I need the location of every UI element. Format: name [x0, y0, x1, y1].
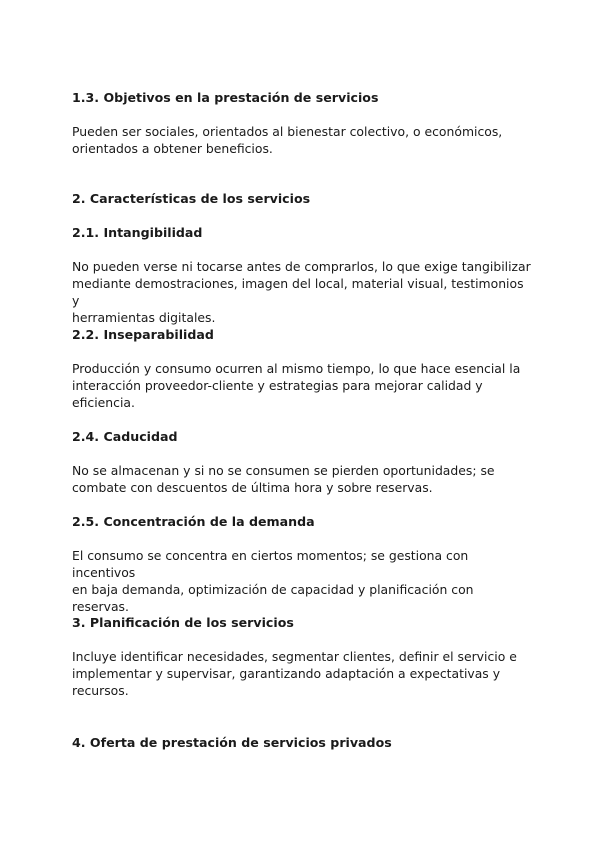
section-body-caducidad: No se almacenan y si no se consumen se pierden oportunidades; se combate con descuentos de última hora y sobre reservas.: [72, 463, 495, 495]
section-body-inseparabilidad: Producción y consumo ocurren al mismo tiempo, lo que hace esencial la interacción proveedor-cliente y estrategias para mejorar calidad y eficiencia.: [72, 361, 521, 410]
section-body-objetivos: Pueden ser sociales, orientados al bienestar colectivo, o económicos, orientados a obtener beneficios.: [72, 124, 503, 156]
section-heading-objetivos: 1.3. Objetivos en la prestación de servicios: [72, 90, 379, 105]
section-heading-inseparabilidad: 2.2. Inseparabilidad: [72, 327, 214, 342]
section-heading-caducidad: 2.4. Caducidad: [72, 429, 178, 444]
section-heading-oferta: 4. Oferta de prestación de servicios privados: [72, 735, 392, 750]
section-body-intangibilidad: No pueden verse ni tocarse antes de comprarlos, lo que exige tangibilizar mediante demostraciones, imagen del local, material visual, testimonios y herramientas digitales.: [72, 259, 531, 325]
section-body-concentracion: El consumo se concentra en ciertos momentos; se gestiona con incentivos en baja demanda, optimización de capacidad y planificación con reservas.: [72, 548, 474, 614]
section-body-planificacion: Incluye identificar necesidades, segmentar clientes, definir el servicio e implementar y supervisar, garantizando adaptación a expectativas y recursos.: [72, 649, 517, 698]
section-heading-intangibilidad: 2.1. Intangibilidad: [72, 225, 203, 240]
section-heading-caracteristicas: 2. Características de los servicios: [72, 191, 311, 206]
section-heading-planificacion: 3. Planificación de los servicios: [72, 615, 294, 630]
section-heading-concentracion: 2.5. Concentración de la demanda: [72, 514, 315, 529]
